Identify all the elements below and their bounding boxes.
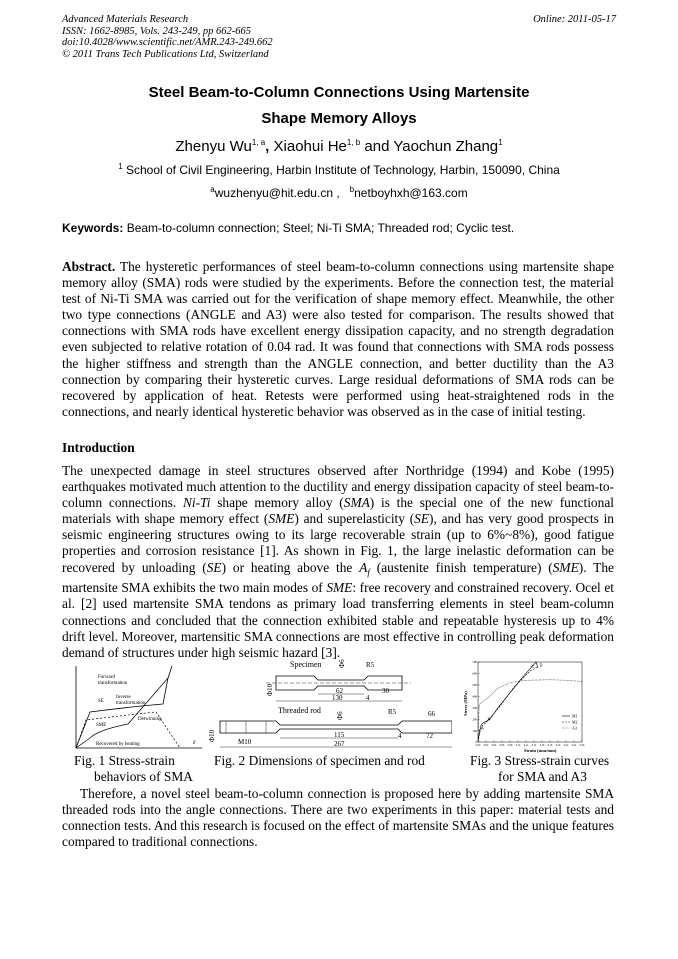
fig1-caption-line: Fig. 1 Stress-strain [74, 753, 175, 768]
fig2-dim-267: 267 [334, 740, 345, 748]
fig3-x-tick-label: 0.12 [523, 744, 529, 747]
fig3-series-m2 [478, 667, 538, 742]
fig1-label-forward: Forward [98, 675, 115, 680]
author-name: Xiaohui He [273, 138, 347, 155]
fig3-x-tick-label: 0.20 [555, 744, 561, 747]
text-run: ), and has very good prospects in seismic engineering structures owing to its large recoverable strain (up to 6%~8%), good fatigue properties and corrosion resistance [1]. As shown in Fig. 1, the large inelastic deformation can be recovered by unloading ( [62, 511, 614, 575]
fig2-caption: Fig. 2 Dimensions of specimen and rod [214, 753, 425, 768]
fig3-x-tick-label: 0.24 [571, 744, 577, 747]
fig3-series-m1 [478, 662, 538, 742]
fig1-label-sme: SME [96, 723, 107, 728]
copyright-line: © 2011 Trans Tech Publications Ltd, Switzerland [62, 48, 269, 60]
fig3-caption-line: Fig. 3 Stress-strain curves [470, 753, 610, 768]
text-run: ). The martensite SMA exhibits the two main modes of [62, 559, 614, 596]
text-run: ) is the special one of the new functional materials with shape memory effect ( [62, 495, 614, 527]
fig3-x-axis-label: Strain (mm/mm) [524, 748, 557, 753]
fig2-dim-62: 62 [336, 687, 343, 695]
fig1-label-recovered: Recovered by heating [96, 742, 140, 747]
fig2-dim-130: 130 [332, 694, 343, 702]
fig3-point-label: C [531, 663, 535, 669]
author-list [62, 138, 616, 155]
text-run: shape memory alloy ( [210, 495, 344, 511]
fig3-legend-label: M2 [572, 719, 578, 725]
fig3-legend-label: A3 [572, 725, 577, 731]
fig3-point-label: B [487, 716, 491, 722]
text-run: ) and superelasticity ( [294, 511, 415, 527]
fig3-x-tick-label: 0.06 [499, 744, 505, 747]
fig3-y-tick-label: 500 [472, 683, 477, 688]
email-a[interactable]: wuzhenyu@hit.edu.cn , [214, 186, 340, 200]
fig3-x-tick-label: 0.02 [483, 744, 489, 747]
affiliation-text: School of Civil Engineering, Harbin Institute of Technology, Harbin, 150090, China [125, 163, 560, 177]
fig3-series-a3 [478, 680, 582, 742]
fig1-caption-line: behaviors of SMA [94, 769, 193, 784]
fig3-x-tick-label: 0.18 [547, 744, 553, 747]
fig3-point-label: D [539, 662, 543, 668]
text-run: SE [414, 511, 430, 527]
abstract-text: The hysteretic performances of steel beam-to-column connections using martensite shape memory alloy (SMA) rods were studied by the experiments. Before the connection test, the material test of Ni-Ti SMA was carried out for the verification of shape memory effect. Meanwhile, the other two type connections (ANGLE and A3) were also tested for comparison. The results showed that connections with SMA rods have excellent energy dissipation capacity, and no strength degradation even subjected to relative rotation of 0.04 rad. It was found that connections with SMA rods possess the higher stiffness and strength than the ANGLE connection, and better ductility than the A3 connection by comparing their hysteretic curves. Large residual deformations of SMA rods can be recovered by application of heat. Retests were performed using heat-straightened rods in the connections, and nearly identical hysteretic behavior was observed as in the case of initial testing. [62, 259, 614, 419]
fig3-plot-frame [478, 662, 582, 742]
fig3-series-group [478, 662, 582, 742]
fig1-label-detwinning: Detwinning [138, 717, 162, 722]
title-line-1: Steel Beam-to-Column Connections Using Martensite [148, 84, 530, 101]
fig2-dim-r5: R5 [388, 708, 397, 716]
fig2-dim-4: 4 [366, 694, 370, 702]
fig3-x-tick-label: 0.16 [539, 744, 545, 747]
fig2-dim-66: 66 [428, 710, 435, 718]
fig1-label-transformation: transformation [98, 681, 128, 686]
keywords-text: Beam-to-column connection; Steel; Ni-Ti SMA; Threaded rod; Cyclic test. [123, 221, 515, 235]
affiliation [62, 163, 616, 177]
online-date: Online: 2011-05-17 [533, 14, 616, 25]
fig3-caption [470, 753, 609, 785]
fig1-label-inverse: Inverse [116, 695, 131, 700]
fig3-legend-label: M1 [572, 713, 578, 719]
fig3-x-tick-label: 0.14 [531, 744, 537, 747]
text-run: f [367, 567, 370, 578]
fig1-label-epsilon: ε [193, 738, 196, 746]
abstract-label: Abstract. [62, 259, 116, 274]
fig3-y-tick-label: 100 [472, 728, 477, 733]
author-superscript: 1, a [251, 138, 266, 147]
email-b[interactable]: netboyhxh@163.com [354, 186, 468, 200]
keywords-label: Keywords: [62, 221, 124, 235]
fig3-caption-line: for SMA and A3 [498, 769, 587, 784]
journal-header [62, 14, 273, 60]
doi-line[interactable]: doi:10.4028/www.scientific.net/AMR.243-249.662 [62, 37, 273, 48]
fig3-x-tick-label: 0.22 [563, 744, 569, 747]
fig1-label-transformation: transformation [116, 701, 146, 706]
fig3-point-label: A [481, 725, 484, 731]
text-run: (austenite finish temperature) ( [369, 559, 553, 575]
text-run: SME [326, 580, 353, 596]
keywords [62, 221, 616, 235]
fig3-y-axis-label: Stress (MPa) [463, 691, 468, 716]
text-run: SME [552, 559, 579, 575]
affiliation-superscript: 1 [118, 162, 123, 171]
fig2-dim-phi6: Φ6 [336, 711, 344, 720]
fig1-curve-forward [76, 666, 172, 748]
fig3-x-tick-label: 0.04 [491, 744, 497, 747]
author-separator: , [265, 138, 274, 155]
text-run: ) or heating above the [221, 559, 360, 575]
author-superscript: 1, b [346, 138, 361, 147]
fig3-point-labels [481, 663, 542, 731]
figure-3-chart [462, 656, 614, 754]
fig2-dim-4: 4 [398, 732, 402, 740]
fig3-y-tick-label: 700 [472, 660, 477, 665]
fig2-dim-phi6: Φ6 [338, 659, 346, 668]
fig1-label-se: SE [98, 699, 104, 704]
fig1-caption [74, 753, 193, 785]
author-separator: and [360, 138, 394, 155]
intro-paragraph-2: Therefore, a novel steel beam-to-column connection is proposed here by adding martensite SMA threaded rods into the angle connections. There are two experiments in this paper: material tests and connection tests. And this research is focused on the effect of martensite SMAs and the unique features compared to traditional connections. [62, 786, 614, 850]
abstract [62, 259, 614, 420]
text-run: SE [206, 559, 222, 575]
fig3-y-tick-label: 400 [472, 694, 477, 699]
fig3-x-tick-label: 0.00 [475, 744, 481, 747]
issn-line: ISSN: 1662-8985, Vols. 243-249, pp 662-665 [62, 25, 251, 37]
fig2-dim-phi10: Φ10 [266, 683, 274, 696]
fig3-axes [472, 660, 585, 747]
text-run: : free recovery and constrained recovery. Ocel et al. [2] used martensite SMA tendons as primary load transferring elements in steel beam-column connections and concluded that the connection exhibited stable and repeatable hysteresis up to 4% drift level. Moreover, martensitic SMA connections are most effective in controlling peak deformation demand of structures under high seismic hazard [3]. [62, 580, 614, 660]
fig3-x-tick-label: 0.08 [507, 744, 513, 747]
fig2-label-m10: M10 [238, 738, 252, 746]
fig2-dim-r5: R5 [366, 661, 375, 669]
text-run: The unexpected damage in steel structures observed after Northridge (1994) and Kobe (1995) earthquakes motivated much attention to the ductility and energy dissipation capacity of steel beam-to-column connections. [62, 463, 614, 511]
text-run: A [359, 559, 368, 575]
fig3-y-tick-label: 200 [472, 717, 477, 722]
email-line [62, 186, 616, 200]
figure-2-dimensions [206, 658, 452, 752]
intro-paragraph-1 [62, 463, 614, 661]
figure-1-sma-stress-strain [68, 660, 208, 756]
fig3-legend [562, 714, 578, 731]
author-name: Zhenyu Wu [175, 138, 252, 155]
fig2-dim-72: 72 [426, 732, 433, 740]
fig2-dim-phi10: Φ10 [208, 729, 216, 742]
fig3-y-tick-label: 300 [472, 705, 477, 710]
journal-name: Advanced Materials Research [62, 14, 189, 25]
fig2-dim-30: 30 [382, 687, 389, 695]
fig3-y-tick-label: 0 [475, 740, 477, 745]
fig2-dim-115: 115 [334, 731, 345, 739]
text-run: Ni-Ti [182, 495, 211, 511]
email-superscript: a [210, 185, 215, 194]
email-superscript: b [349, 185, 355, 194]
fig3-x-tick-label: 0.10 [515, 744, 521, 747]
fig2-label-specimen: Specimen [290, 660, 322, 669]
fig3-y-tick-label: 600 [472, 671, 477, 676]
author-superscript: 1 [498, 138, 503, 147]
text-run: SMA [343, 495, 370, 511]
text-run: SME [268, 511, 295, 527]
fig2-label-threaded-rod: Threaded rod [278, 706, 321, 715]
title-line-2: Shape Memory Alloys [261, 110, 417, 127]
paper-title [62, 80, 616, 132]
section-heading-introduction: Introduction [62, 440, 135, 455]
author-name: Yaochun Zhang [393, 138, 499, 155]
fig3-x-tick-label: 0.26 [579, 744, 585, 747]
